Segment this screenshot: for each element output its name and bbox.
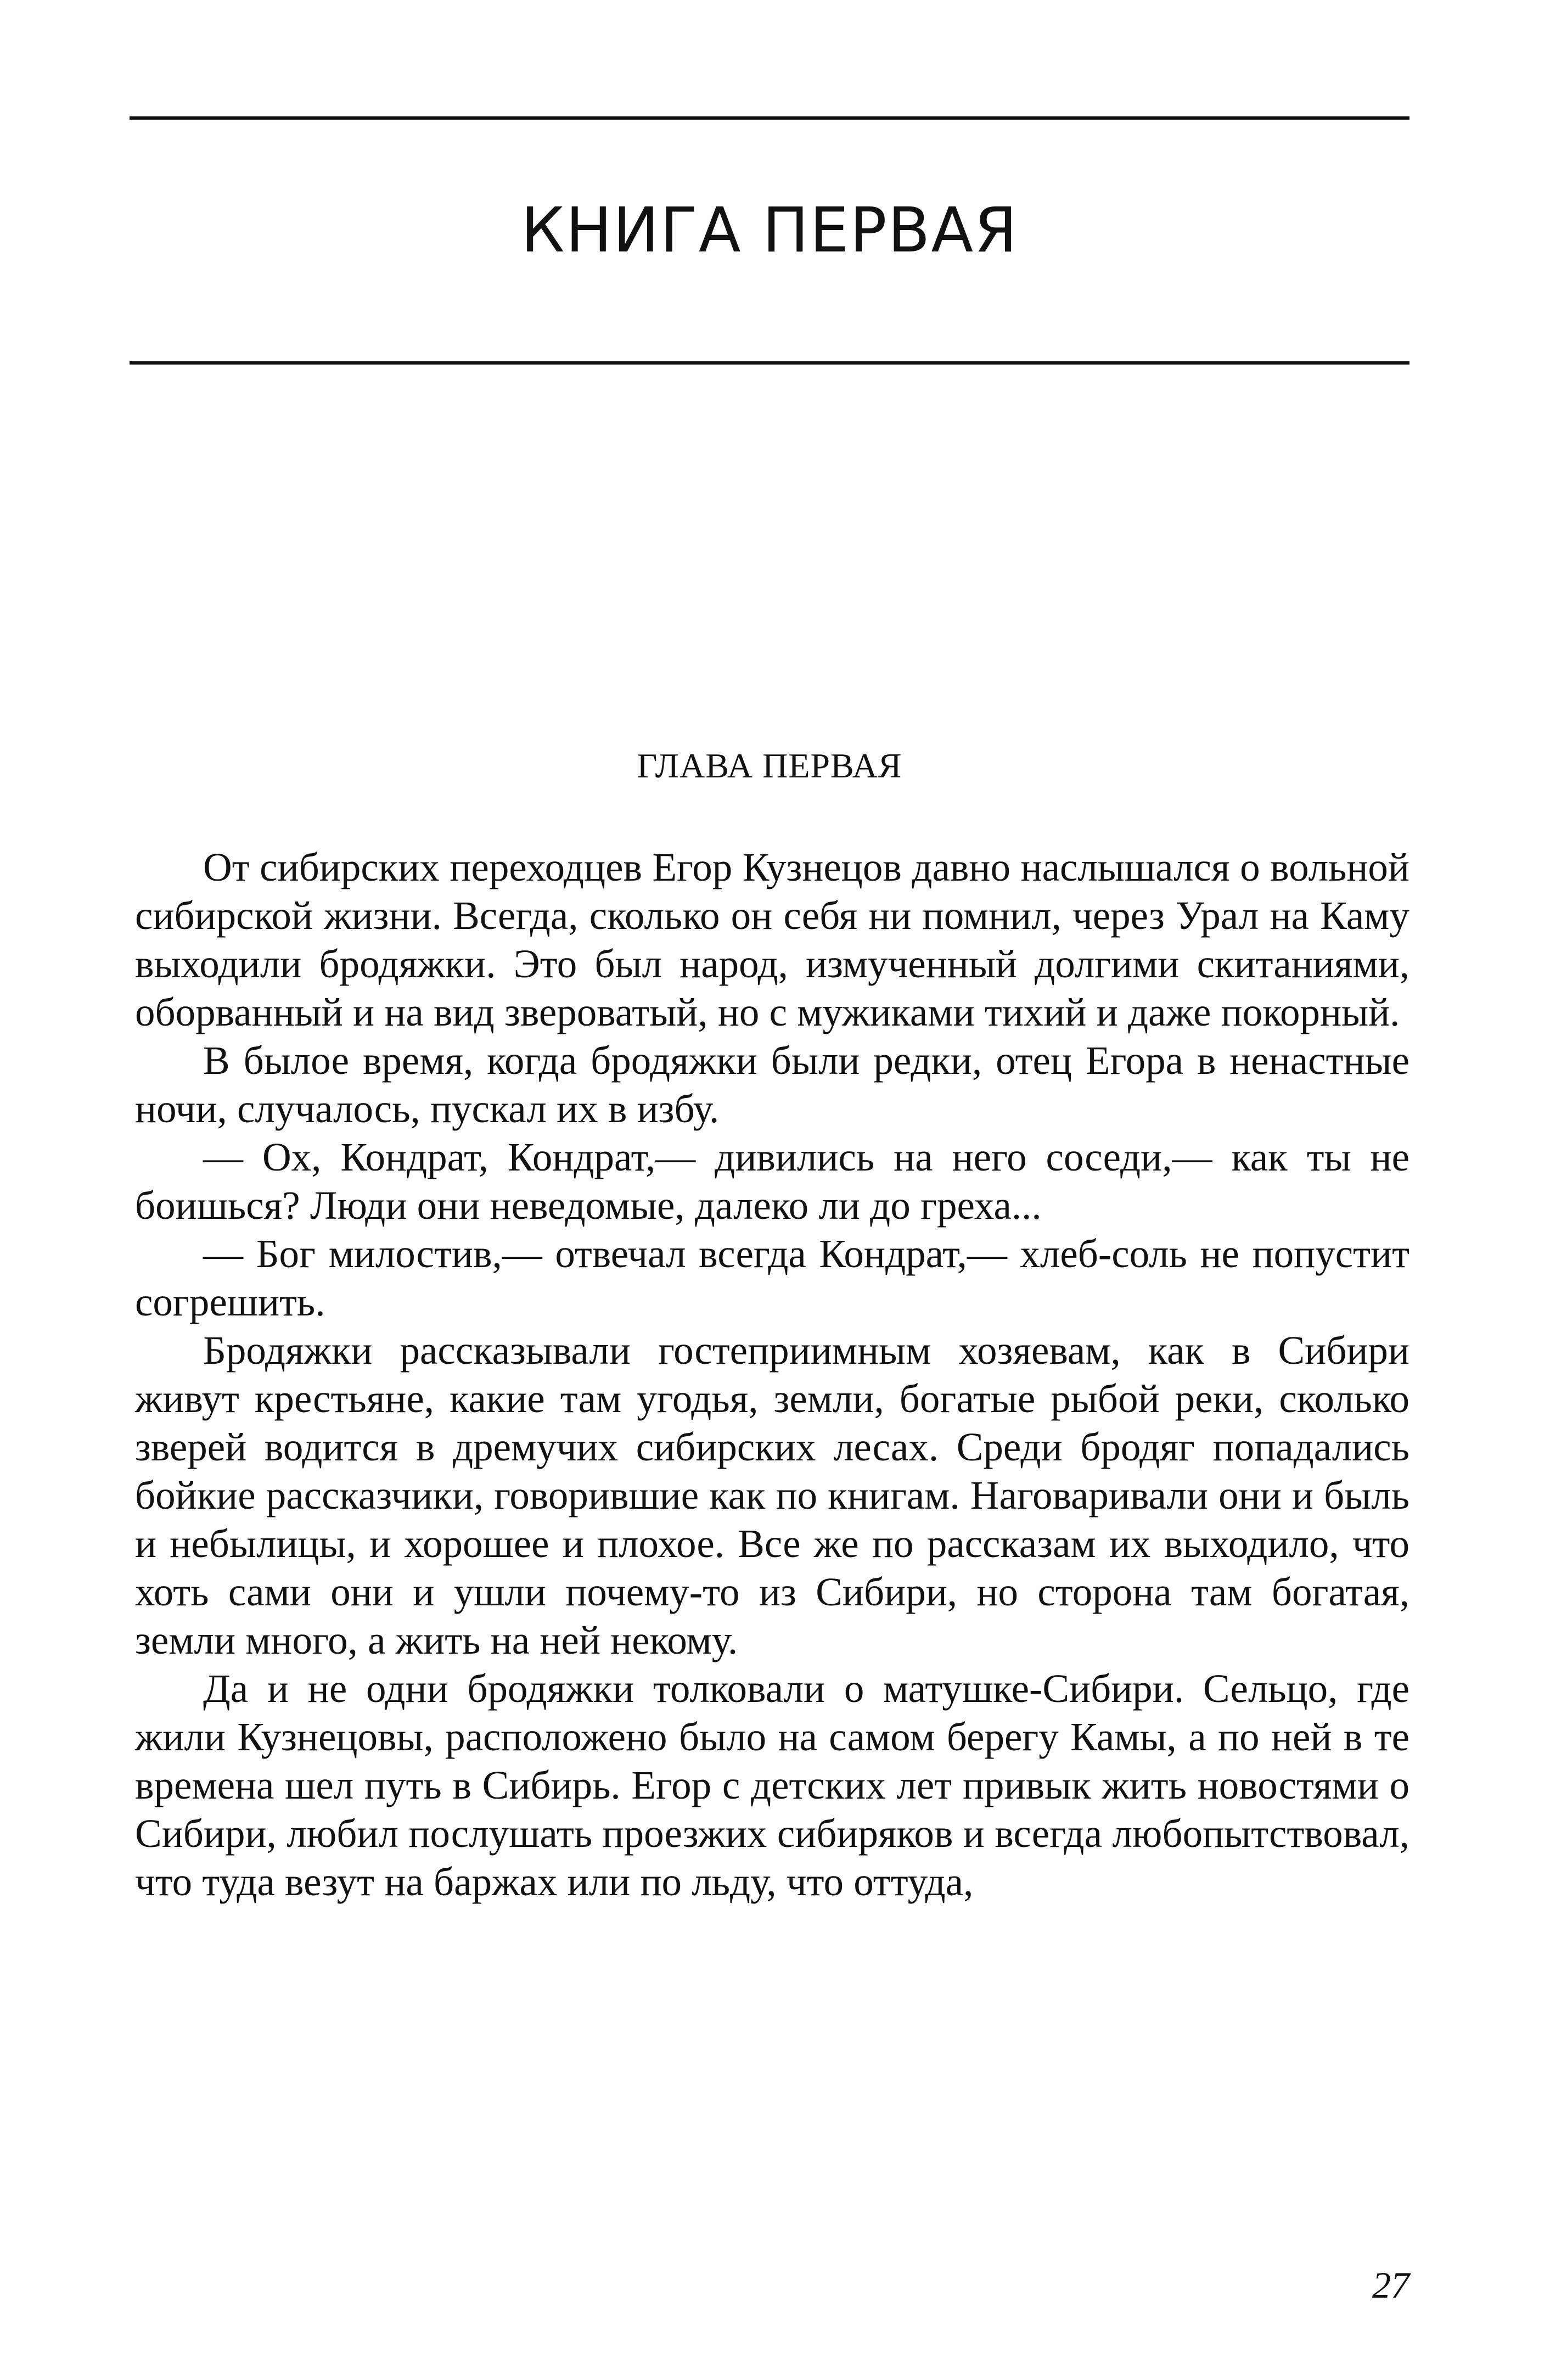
dialogue-paragraph: — Ох, Кондрат, Кондрат,— дивились на него соседи,— как ты не боишься? Люди они неведомые, далеко ли до греха... (135, 1135, 1409, 1228)
paragraph: Бродяжки рассказывали гостеприимным хозяевам, как в Сибири живут крестьяне, какие там угодья, земли, богатые рыбой реки, сколько зверей водится в дремучих сибирских лесах. Среди бродяг попадались бойкие рассказчики, говорившие как по книгам. Наговаривали они и быль и небылицы, и хорошее и плохое. Все же по рассказам их выходило, что хоть сами они и ушли почему-то из Сибири, но сторона там богатая, земли много, а жить на ней некому. (135, 1328, 1409, 1662)
dialogue-paragraph: — Бог милостив,— отвечал всегда Кондрат,— хлеб-соль не попустит согрешить. (135, 1231, 1409, 1324)
chapter-body (135, 843, 1409, 1906)
paragraph: В былое время, когда бродяжки были редки, отец Егора в ненастные ночи, случалось, пускал их в избу. (135, 1038, 1409, 1131)
book-title: КНИГА ПЕРВАЯ (521, 195, 1018, 266)
paragraph: От сибирских переходцев Егор Кузнецов давно наслышался о вольной сибирской жизни. Всегда, сколько он себя ни помнил, через Урал на Каму выходили бродяжки. Это был народ, измученный долгими скитаниями, оборванный и на вид звероватый, но с мужиками тихий и даже покорный. (135, 845, 1409, 1034)
bottom-rule (130, 361, 1409, 365)
top-rule (130, 116, 1409, 120)
chapter-title: ГЛАВА ПЕРВАЯ (637, 746, 902, 785)
paragraph: Да и не одни бродяжки толковали о матушке-Сибири. Сельцо, где жили Кузнецовы, расположено было на самом берегу Камы, а по ней в те времена шел путь в Сибирь. Егор с детских лет привык жить новостями о Сибири, любил послушать проезжих сибиряков и всегда любопытствовал, что туда везут на баржах или по льду, что оттуда, (135, 1666, 1409, 1904)
page-number: 27 (1372, 2264, 1409, 2306)
